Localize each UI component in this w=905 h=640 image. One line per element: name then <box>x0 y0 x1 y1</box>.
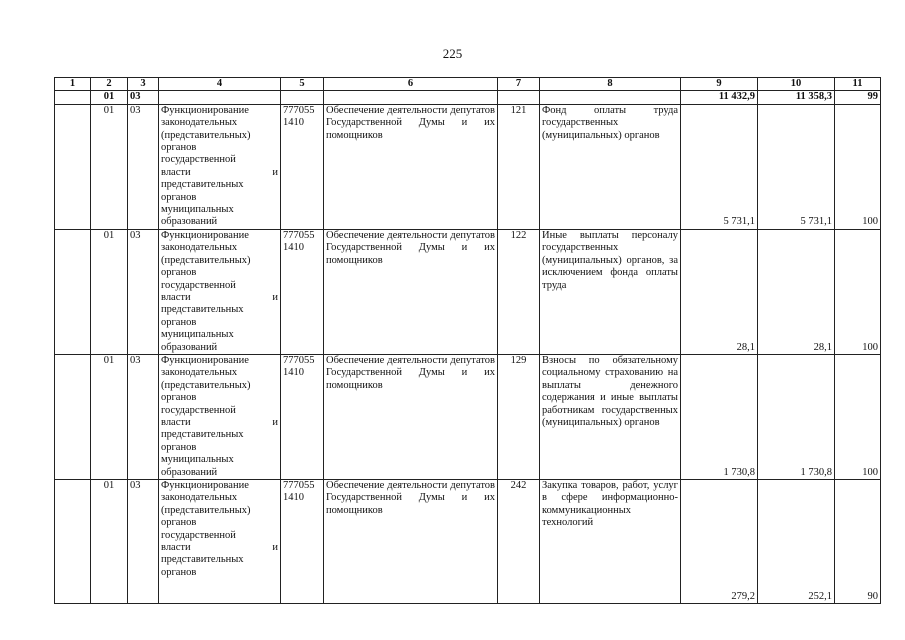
text-line: государственной <box>161 404 236 416</box>
total-percent: 99 <box>835 91 881 104</box>
expense-type-name: Иные выплаты персоналу государственных (муниципальных) органов, за исключением фонда оплаты труда <box>540 229 681 354</box>
subsection-code: 03 <box>128 104 159 229</box>
header-cell: 2 <box>91 78 128 91</box>
planned-amount: 28,1 <box>681 229 758 354</box>
program-name: Обеспечение деятельности депутатов Государственной Думы и их помощников <box>324 480 498 604</box>
total-cell-empty <box>159 91 281 104</box>
total-cell-empty <box>324 91 498 104</box>
empty-cell <box>55 480 91 604</box>
text-line: представительных <box>161 304 244 316</box>
total-fact: 11 358,3 <box>758 91 835 104</box>
target-article-code <box>281 480 324 604</box>
actual-amount: 252,1 <box>758 480 835 604</box>
text-word: и <box>272 542 278 554</box>
header-cell: 10 <box>758 78 835 91</box>
text-word: власти <box>161 291 191 303</box>
header-cell: 4 <box>159 78 281 91</box>
text-line: представительных <box>161 554 244 566</box>
header-cell: 11 <box>835 78 881 91</box>
total-pr: 03 <box>128 91 159 104</box>
text-line: 777055 <box>283 354 315 366</box>
text-line: Функционирование <box>161 480 249 491</box>
text-line <box>161 417 278 429</box>
planned-amount: 279,2 <box>681 480 758 604</box>
table-row <box>55 480 881 604</box>
planned-amount: 1 730,8 <box>681 354 758 479</box>
text-line: (представительных) <box>161 254 251 266</box>
execution-percent: 100 <box>835 104 881 229</box>
text-word: власти <box>161 416 191 428</box>
target-article-code <box>281 354 324 479</box>
text-line: 777055 <box>283 229 315 241</box>
text-line: органов <box>161 142 197 154</box>
total-plan: 11 432,9 <box>681 91 758 104</box>
text-line: законодательных <box>161 367 238 379</box>
expense-type-code: 121 <box>498 104 540 229</box>
actual-amount: 28,1 <box>758 229 835 354</box>
text-line: органов <box>161 517 197 529</box>
text-line: 777055 <box>283 480 315 491</box>
text-line: государственной <box>161 279 236 291</box>
text-line: представительных <box>161 429 244 441</box>
text-line: образований <box>161 466 218 478</box>
expense-type-code: 122 <box>498 229 540 354</box>
empty-cell <box>55 104 91 229</box>
text-line: органов <box>161 566 197 578</box>
text-line: законодательных <box>161 492 238 504</box>
header-cell: 6 <box>324 78 498 91</box>
text-line <box>161 167 278 179</box>
text-word: и <box>272 416 278 428</box>
text-line: Функционирование <box>161 354 249 366</box>
empty-cell <box>55 229 91 354</box>
function-name <box>159 104 281 229</box>
total-cell-empty <box>281 91 324 104</box>
total-row <box>55 91 881 104</box>
text-line: законодательных <box>161 117 238 129</box>
text-line: муниципальных <box>161 329 234 341</box>
expense-type-code: 129 <box>498 354 540 479</box>
text-line <box>161 292 278 304</box>
expense-type-code: 242 <box>498 480 540 604</box>
expense-type-name: Взносы по обязательному социальному страхованию на выплаты денежного содержания и иные выплаты работникам государственных (муниципальных) органов <box>540 354 681 479</box>
target-article-code <box>281 104 324 229</box>
execution-percent: 100 <box>835 229 881 354</box>
header-cell: 5 <box>281 78 324 91</box>
table-row <box>55 354 881 479</box>
text-line: органов <box>161 316 197 328</box>
program-name: Обеспечение деятельности депутатов Государственной Думы и их помощников <box>324 354 498 479</box>
text-line: органов <box>161 441 197 453</box>
text-line: муниципальных <box>161 204 234 216</box>
text-line: 1410 <box>283 242 304 254</box>
total-cell-empty <box>540 91 681 104</box>
header-cell: 8 <box>540 78 681 91</box>
text-word: и <box>272 166 278 178</box>
text-line: 1410 <box>283 367 304 379</box>
text-word: власти <box>161 542 191 554</box>
text-line <box>161 542 278 554</box>
text-line: органов <box>161 191 197 203</box>
program-name: Обеспечение деятельности депутатов Государственной Думы и их помощников <box>324 104 498 229</box>
section-code: 01 <box>91 354 128 479</box>
table-row <box>55 104 881 229</box>
planned-amount: 5 731,1 <box>681 104 758 229</box>
actual-amount: 5 731,1 <box>758 104 835 229</box>
function-name <box>159 354 281 479</box>
header-cell: 3 <box>128 78 159 91</box>
text-line: 777055 <box>283 104 315 116</box>
text-line: Функционирование <box>161 104 249 116</box>
total-cell-empty <box>55 91 91 104</box>
section-code: 01 <box>91 480 128 604</box>
empty-cell <box>55 354 91 479</box>
section-code: 01 <box>91 229 128 354</box>
function-name <box>159 229 281 354</box>
text-line: муниципальных <box>161 454 234 466</box>
text-line: (представительных) <box>161 129 251 141</box>
total-rz: 01 <box>91 91 128 104</box>
text-line: законодательных <box>161 242 238 254</box>
text-line: 1410 <box>283 117 304 129</box>
text-line: образований <box>161 216 218 228</box>
target-article-code <box>281 229 324 354</box>
subsection-code: 03 <box>128 229 159 354</box>
execution-percent: 90 <box>835 480 881 604</box>
expense-type-name: Закупка товаров, работ, услуг в сфере информационно-коммуникационных технологий <box>540 480 681 604</box>
program-name: Обеспечение деятельности депутатов Государственной Думы и их помощников <box>324 229 498 354</box>
text-line: (представительных) <box>161 379 251 391</box>
text-word: власти <box>161 166 191 178</box>
header-cell: 9 <box>681 78 758 91</box>
expense-type-name: Фонд оплаты труда государственных (муниципальных) органов <box>540 104 681 229</box>
total-cell-empty <box>498 91 540 104</box>
header-cell: 7 <box>498 78 540 91</box>
execution-percent: 100 <box>835 354 881 479</box>
text-line: органов <box>161 267 197 279</box>
text-word: и <box>272 291 278 303</box>
text-line: государственной <box>161 154 236 166</box>
text-line: 1410 <box>283 492 304 504</box>
header-row <box>55 78 881 91</box>
section-code: 01 <box>91 104 128 229</box>
subsection-code: 03 <box>128 354 159 479</box>
function-name <box>159 480 281 604</box>
actual-amount: 1 730,8 <box>758 354 835 479</box>
budget-table <box>54 77 881 604</box>
page-number: 225 <box>442 46 463 61</box>
header-cell: 1 <box>55 78 91 91</box>
text-line: образований <box>161 341 218 353</box>
text-line: (представительных) <box>161 504 251 516</box>
subsection-code: 03 <box>128 480 159 604</box>
table-row <box>55 229 881 354</box>
text-line: Функционирование <box>161 229 249 241</box>
text-line: государственной <box>161 529 236 541</box>
text-line: органов <box>161 392 197 404</box>
text-line: представительных <box>161 179 244 191</box>
